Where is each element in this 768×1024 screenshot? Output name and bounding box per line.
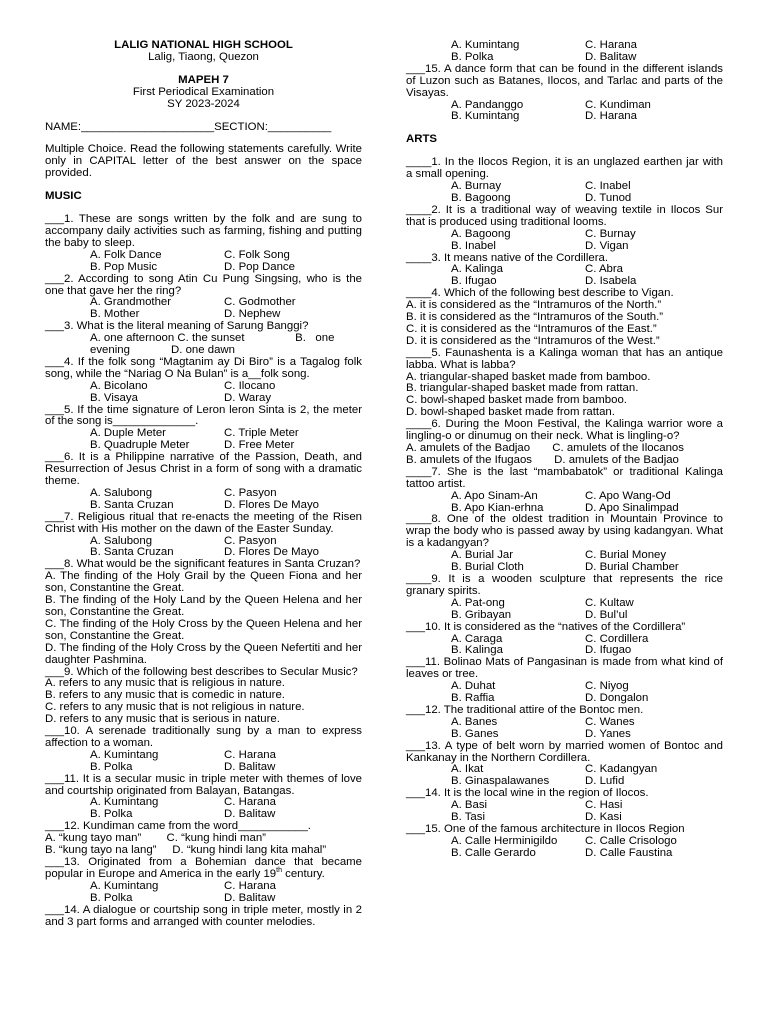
option-choice: D. Ifugao bbox=[585, 644, 632, 657]
name-section-line: NAME:_____________________SECTION:__________ bbox=[45, 120, 332, 133]
option-choice: C. Kultaw bbox=[585, 596, 634, 609]
option-choice: D. Nephew bbox=[224, 308, 281, 321]
question-item bbox=[406, 348, 723, 419]
option-choice: A. Caraga bbox=[451, 632, 503, 645]
option-row bbox=[45, 250, 362, 262]
option-choice: B. Kalinga bbox=[451, 644, 503, 657]
option-row bbox=[406, 111, 723, 123]
option-row bbox=[406, 717, 723, 729]
option-choice: A. Ikat bbox=[451, 763, 484, 776]
school-address: Lalig, Tiaong, Quezon bbox=[148, 50, 259, 63]
option-choice: D. Balitaw bbox=[224, 891, 276, 904]
question-item bbox=[45, 405, 362, 453]
option-choice: D. Bul’ul bbox=[585, 608, 628, 621]
superscript: th bbox=[276, 867, 282, 875]
question-text: ____4. Which of the following best describe to Vigan. bbox=[406, 287, 674, 300]
option-choice: D. Balitaw bbox=[224, 760, 276, 773]
statement-option: B. refers to any music that is comedic in nature. bbox=[45, 689, 285, 702]
statement-option: C. it is considered as the “Intramuros of the East.” bbox=[406, 322, 657, 335]
option-choice: D. Waray bbox=[224, 391, 272, 404]
question-text: ___3. What is the literal meaning of Sarung Banggi? bbox=[45, 320, 309, 333]
option-choice: D. Calle Faustina bbox=[585, 846, 673, 859]
option-choice: B. Ginaspalawanes bbox=[451, 775, 550, 788]
question-item bbox=[45, 214, 362, 274]
option-choice: C. Abra bbox=[585, 263, 624, 276]
question-text: ___4. If the folk song “Magtanim ay Di Biro” is a Tagalog folk song, while the “Nariag O Na Bulan” is a__folk song. bbox=[45, 355, 362, 380]
statement-option: C. refers to any music that is not religious in nature. bbox=[45, 701, 305, 714]
option-choice: B. Bagoong bbox=[451, 191, 511, 204]
music-continuation bbox=[406, 40, 723, 123]
option-choice: D. Kasi bbox=[585, 811, 622, 824]
option-choice: B. Burial Cloth bbox=[451, 561, 524, 574]
option-choice: D. Burial Chamber bbox=[585, 561, 679, 574]
question-item bbox=[406, 419, 723, 467]
option-choice: B. Polka bbox=[90, 891, 133, 904]
question-item bbox=[45, 774, 362, 822]
option-choice: D. Flores De Mayo bbox=[224, 498, 319, 511]
question-text: ____6. During the Moon Festival, the Kalinga warrior wore a lingling-o or dinumug on their neck. What is lingling-o? bbox=[406, 418, 723, 443]
statement-option: D. bowl-shaped basket made from rattan. bbox=[406, 406, 615, 419]
option-choice: C. Cordillera bbox=[585, 632, 649, 645]
statement-option: A. it is considered as the “Intramuros of the North.” bbox=[406, 299, 662, 312]
option-choice: C. Wanes bbox=[585, 715, 635, 728]
option-choice: D. Apo Sinalimpad bbox=[585, 501, 679, 514]
question-item bbox=[406, 741, 723, 789]
question-item bbox=[406, 205, 723, 253]
question-text: ____7. She is the last “mambabatok” or traditional Kalinga tattoo artist. bbox=[406, 465, 723, 490]
question-text: ___5. If the time signature of Leron leron Sinta is 2, the meter of the song is_____________. bbox=[45, 403, 362, 428]
option-choice: B. Tasi bbox=[451, 811, 485, 824]
question-text: ___9. Which of the following best describes to Secular Music? bbox=[45, 665, 358, 678]
statement-option: B. The finding of the Holy Land by the Queen Helena and her son, Constantine the Great. bbox=[45, 594, 366, 618]
option-choice: D. Tunod bbox=[585, 191, 632, 204]
question-text: ___8. What would be the significant features in Santa Cruzan? bbox=[45, 558, 361, 571]
question-text: ___13. A type of belt worn by married women of Bontoc and Kankanay in the Northern Cordillera. bbox=[406, 739, 723, 764]
option-choice: A. Calle Herminigildo bbox=[451, 834, 558, 847]
question-item bbox=[406, 157, 723, 205]
option-row bbox=[45, 881, 362, 893]
option-row bbox=[45, 893, 362, 905]
option-choice: C. Inabel bbox=[585, 180, 631, 193]
question-text: ___7. Religious ritual that re-enacts the meeting of the Risen Christ with His mother on the dawn of the Easter Sunday. bbox=[45, 510, 362, 535]
option-row bbox=[406, 848, 723, 860]
question-item bbox=[45, 857, 362, 905]
statement-option: B. triangular-shaped basket made from rattan. bbox=[406, 382, 639, 395]
option-choice: A. Pat-ong bbox=[451, 596, 505, 609]
option-choice: C. Niyog bbox=[585, 680, 629, 693]
question-item bbox=[406, 574, 723, 622]
statement-option: A. “kung tayo man” C. “kung hindi man” bbox=[45, 832, 266, 845]
option-choice: C. Harana bbox=[585, 39, 637, 51]
statement-option: D. refers to any music that is serious in nature. bbox=[45, 713, 280, 726]
left-column bbox=[45, 39, 366, 928]
option-choice: A. Pandanggo bbox=[451, 98, 524, 111]
school-year: SY 2023-2024 bbox=[167, 97, 240, 110]
question-item bbox=[406, 705, 723, 741]
option-choice: A. Bagoong bbox=[451, 227, 511, 240]
option-choice: A. Burial Jar bbox=[451, 549, 514, 562]
option-row bbox=[45, 393, 362, 405]
question-item bbox=[45, 452, 362, 512]
option-choice: B. Apo Kian-erhna bbox=[451, 501, 544, 514]
option-choice: A. one afternoon C. the sunset B. one bbox=[90, 332, 335, 345]
option-choice: D. Dongalon bbox=[585, 692, 649, 705]
option-row bbox=[406, 241, 723, 253]
option-choice: C. Harana bbox=[224, 748, 276, 761]
option-choice: B. Pop Music bbox=[90, 260, 158, 273]
question-text: ___12. The traditional attire of the Bontoc men. bbox=[406, 703, 644, 716]
option-choice: B. Ganes bbox=[451, 727, 499, 740]
question-text: ___15. One of the famous architecture in Ilocos Region bbox=[406, 823, 685, 835]
option-choice: C. Pasyon bbox=[224, 534, 277, 547]
option-choice: A. Salubong bbox=[90, 486, 153, 499]
question-item bbox=[45, 357, 362, 405]
option-choice: B. Gribayan bbox=[451, 608, 512, 621]
option-choice: C. Kadangyan bbox=[585, 763, 658, 776]
question-text: ___12. Kundiman came from the word___________. bbox=[45, 820, 311, 833]
option-choice: C. Harana bbox=[224, 879, 276, 892]
question-text: ___11. It is a secular music in triple meter with themes of love and courtship originated from Balayan, Batangas. bbox=[45, 772, 362, 797]
question-text: ___13. Originated from a Bohemian dance that became popular in Europe and America in the early 19th century. bbox=[45, 856, 362, 880]
subject-title: MAPEH 7 bbox=[178, 73, 229, 86]
option-choice: A. Grandmother bbox=[90, 296, 172, 309]
option-choice: B. Kumintang bbox=[451, 110, 520, 123]
question-text: ___2. According to song Atin Cu Pung Singsing, who is the one that gave her the ring? bbox=[45, 272, 362, 297]
option-choice: A. Basi bbox=[451, 799, 488, 812]
arts-heading: ARTS bbox=[406, 133, 438, 146]
school-name: LALIG NATIONAL HIGH SCHOOL bbox=[114, 39, 293, 51]
option-choice: D. Yanes bbox=[585, 727, 631, 740]
option-choice: A. Folk Dance bbox=[90, 248, 162, 261]
option-choice: B. Visaya bbox=[90, 391, 138, 404]
question-text: ___15. A dance form that can be found in the different islands of Luzon such as Batanes, Ilocos, and Tarlac and parts of the Visayas. bbox=[406, 62, 723, 99]
option-choice: B. Inabel bbox=[451, 239, 496, 252]
question-item bbox=[406, 788, 723, 824]
option-choice: C. Folk Song bbox=[224, 248, 290, 261]
option-choice: C. Harana bbox=[224, 796, 276, 809]
statement-option: B. amulets of the Ifugaos D. amulets of the Badjao bbox=[406, 453, 679, 466]
option-choice: D. Vigan bbox=[585, 239, 629, 252]
option-choice: A. Apo Sinam-An bbox=[451, 489, 538, 502]
option-choice: C. Hasi bbox=[585, 799, 623, 812]
option-row bbox=[45, 762, 362, 774]
option-choice: C. Calle Crisologo bbox=[585, 834, 677, 847]
option-row bbox=[45, 500, 362, 512]
question-text: ___6. It is a Philippine narrative of the Passion, Death, and Resurrection of Jesus Christ in a form of song with a dramatic theme. bbox=[45, 451, 362, 487]
question-text: ____2. It is a traditional way of weaving textile in Ilocos Sur that is produced using traditional looms. bbox=[406, 203, 723, 228]
question-item bbox=[45, 667, 362, 727]
instructions: Multiple Choice. Read the following statements carefully. Write only in CAPITAL letter of the best answer on the space provided. bbox=[45, 143, 362, 180]
option-row bbox=[45, 750, 362, 762]
question-text: ___14. A dialogue or courtship song in triple meter, mostly in 2 and 3 part forms and arranged with counter melodies. bbox=[45, 903, 362, 928]
option-choice: B. Polka bbox=[451, 50, 494, 63]
option-choice: A. Kumintang bbox=[90, 879, 159, 892]
option-choice: A. Kumintang bbox=[90, 748, 159, 761]
statement-option: C. The finding of the Holy Cross by the Queen Helena and her son, Constantine the Great. bbox=[45, 617, 366, 642]
statement-option: C. bowl-shaped basket made from bamboo. bbox=[406, 394, 627, 407]
question-text: ____8. One of the oldest tradition in Mountain Province to wrap the body who is passed away by using kadangyan. What is a kadangyan? bbox=[406, 513, 723, 550]
question-text: ____3. It means native of the Cordillera. bbox=[406, 251, 608, 264]
statement-option: A. The finding of the Holy Grail by the Queen Fiona and her son, Constantine the Great. bbox=[45, 570, 366, 595]
option-choice: B. Ifugao bbox=[451, 275, 497, 288]
option-choice: C. Godmother bbox=[224, 296, 296, 309]
option-choice: B. Quadruple Meter bbox=[90, 439, 190, 452]
option-choice: C. Triple Meter bbox=[224, 427, 299, 440]
option-choice: B. Polka bbox=[90, 808, 133, 821]
question-text: ___1. These are songs written by the folk and are sung to accompany daily activities such as farming, fishing and putting the baby to sleep. bbox=[45, 213, 362, 249]
option-choice: B. Raffia bbox=[451, 692, 495, 705]
statement-option: A. refers to any music that is religious in nature. bbox=[45, 677, 285, 690]
question-text: ___10. A serenade traditionally sung by a man to express affection to a woman. bbox=[45, 725, 362, 749]
option-row bbox=[45, 262, 362, 274]
option-choice: A. Banes bbox=[451, 715, 498, 728]
option-choice: C. Burnay bbox=[585, 227, 636, 240]
question-item bbox=[406, 514, 723, 574]
option-choice: C. Kundiman bbox=[585, 98, 651, 111]
option-row bbox=[406, 229, 723, 241]
option-choice: D. Isabela bbox=[585, 275, 637, 288]
question-text: ____1. In the Ilocos Region, it is an unglazed earthen jar with a small opening. bbox=[406, 156, 723, 181]
option-choice: D. Lufid bbox=[585, 775, 625, 788]
option-choice: A. Kalinga bbox=[451, 263, 503, 276]
right-column bbox=[406, 40, 723, 860]
option-choice: A. Kumintang bbox=[90, 796, 159, 809]
statement-option: A. amulets of the Badjao C. amulets of the Ilocanos bbox=[406, 442, 684, 454]
option-choice: B. Mother bbox=[90, 308, 140, 321]
option-row bbox=[406, 729, 723, 741]
option-row bbox=[406, 491, 723, 503]
question-item bbox=[406, 467, 723, 515]
arts-questions bbox=[406, 157, 723, 859]
option-choice: D. Balitaw bbox=[585, 50, 637, 63]
music-questions bbox=[45, 213, 366, 928]
statement-option: B. it is considered as the “Intramuros of the South.” bbox=[406, 311, 664, 324]
option-choice: C. Ilocano bbox=[224, 379, 276, 392]
music-heading: MUSIC bbox=[45, 190, 82, 203]
statement-option: D. The finding of the Holy Cross by the Queen Nefertiti and her daughter Pashmina. bbox=[45, 641, 366, 666]
option-choice: C. Burial Money bbox=[585, 549, 667, 562]
option-row bbox=[406, 598, 723, 610]
option-choice: D. Pop Dance bbox=[224, 260, 295, 273]
option-choice: A. Duple Meter bbox=[90, 427, 166, 440]
question-item bbox=[45, 726, 362, 774]
option-choice: D. Balitaw bbox=[224, 808, 276, 821]
option-choice: B. Santa Cruzan bbox=[90, 546, 174, 559]
option-choice: B. Santa Cruzan bbox=[90, 498, 174, 511]
question-item bbox=[45, 321, 362, 357]
option-choice: evening D. one dawn bbox=[90, 344, 235, 357]
question-item bbox=[406, 622, 723, 658]
question-item bbox=[45, 512, 362, 560]
statement-option: D. it is considered as the “Intramuros of the West.” bbox=[406, 334, 660, 347]
question-text: ___14. It is the local wine in the region of Ilocos. bbox=[406, 787, 649, 800]
question-item bbox=[406, 288, 723, 348]
exam-title: First Periodical Examination bbox=[132, 85, 275, 98]
option-choice: D. Free Meter bbox=[224, 439, 295, 452]
option-choice: A. Salubong bbox=[90, 534, 153, 547]
question-item bbox=[45, 905, 362, 929]
statement-option: A. triangular-shaped basket made from bamboo. bbox=[406, 370, 651, 383]
option-choice: B. Calle Gerardo bbox=[451, 846, 536, 859]
question-text: ____9. It is a wooden sculpture that represents the rice granary spirits. bbox=[406, 572, 723, 597]
option-choice: A. Duhat bbox=[451, 680, 496, 693]
option-choice: D. Flores De Mayo bbox=[224, 546, 319, 559]
question-item bbox=[45, 274, 362, 322]
option-row bbox=[406, 610, 723, 622]
option-choice: B. Polka bbox=[90, 760, 133, 773]
question-text: ____5. Faunashenta is a Kalinga woman that has an antique labba. What is labba? bbox=[406, 346, 723, 371]
question-text: ___11. Bolinao Mats of Pangasinan is made from what kind of leaves or tree. bbox=[406, 656, 723, 681]
statement-option: B. “kung tayo na lang” D. “kung hindi lang kita mahal” bbox=[45, 844, 327, 857]
question-item bbox=[45, 558, 366, 666]
option-choice: A. Burnay bbox=[451, 180, 502, 193]
question-item bbox=[406, 253, 723, 289]
question-item bbox=[406, 824, 723, 860]
option-choice: D. Harana bbox=[585, 110, 637, 123]
option-choice: C. Apo Wang-Od bbox=[585, 489, 671, 502]
question-text: ___10. It is considered as the “natives of the Cordillera” bbox=[406, 620, 686, 633]
option-choice: C. Pasyon bbox=[224, 486, 277, 499]
option-choice: A. Kumintang bbox=[451, 39, 520, 51]
option-row bbox=[45, 381, 362, 393]
question-item bbox=[406, 657, 723, 705]
question-item bbox=[45, 821, 362, 857]
option-choice: A. Bicolano bbox=[90, 379, 148, 392]
